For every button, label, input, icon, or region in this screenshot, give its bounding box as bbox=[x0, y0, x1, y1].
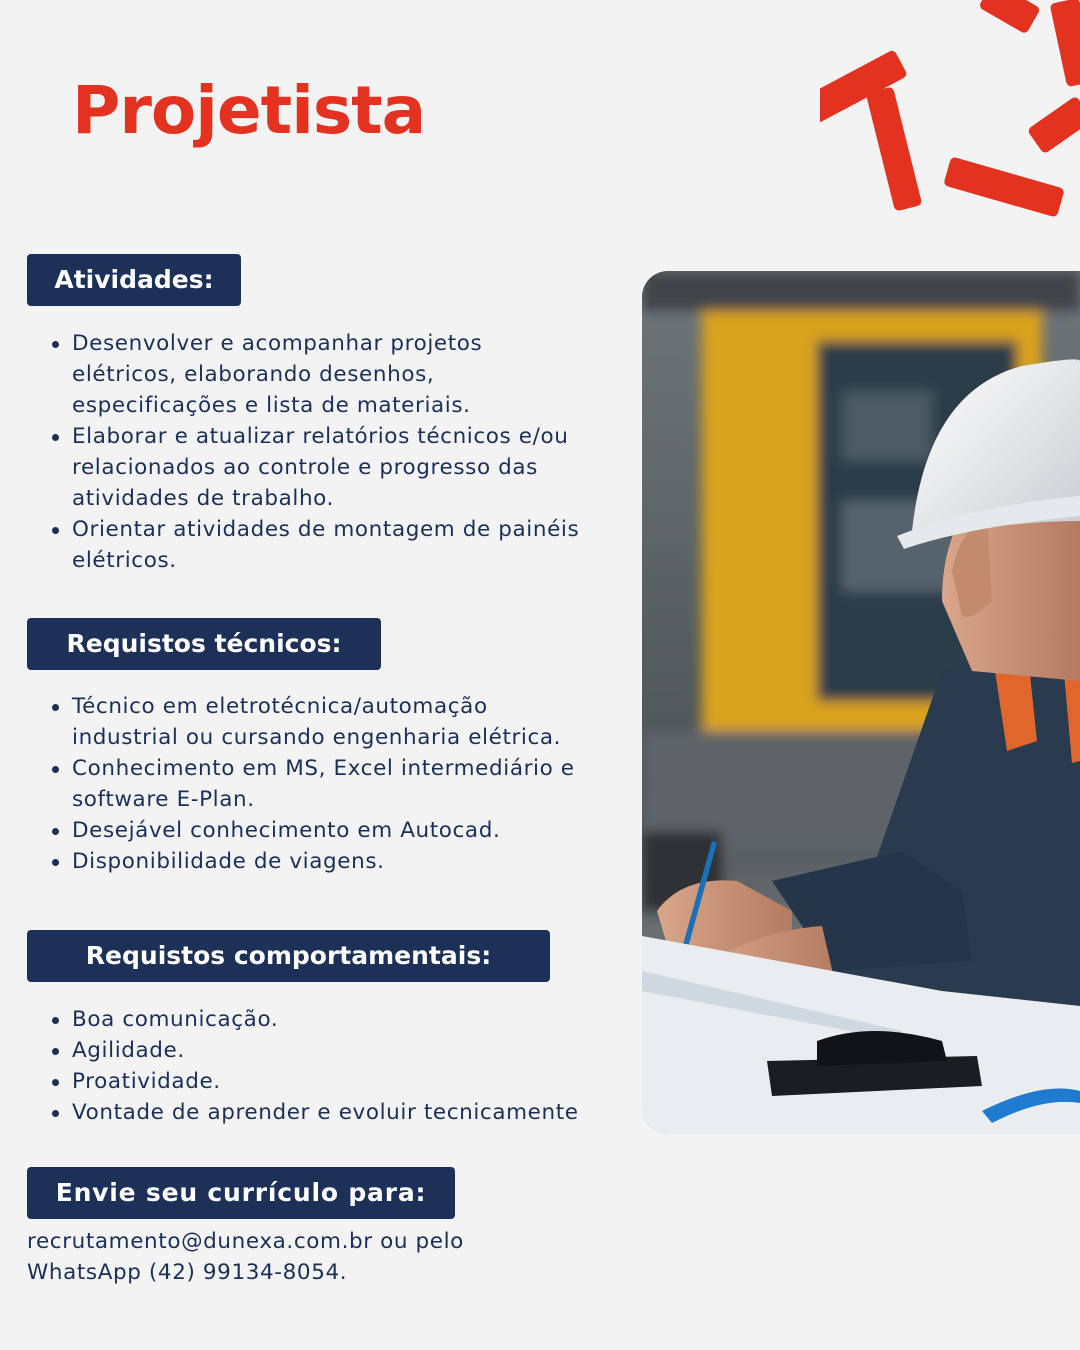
list-item: Desenvolver e acompanhar projetos elétricos, elaborando desenhos, especificações e lista de materiais. bbox=[44, 328, 579, 421]
list-item: Vontade de aprender e evoluir tecnicamente bbox=[44, 1097, 579, 1128]
list-item: Proatividade. bbox=[44, 1066, 579, 1097]
contact-info bbox=[27, 1226, 464, 1288]
list-item: Conhecimento em MS, Excel intermediário e software E-Plan. bbox=[44, 753, 575, 815]
list-item: Elaborar e atualizar relatórios técnicos e/ou relacionados ao controle e progresso das atividades de trabalho. bbox=[44, 421, 579, 514]
list-item: Técnico em eletrotécnica/automação industrial ou cursando engenharia elétrica. bbox=[44, 691, 575, 753]
page-title: Projetista bbox=[72, 72, 426, 149]
list-item: Boa comunicação. bbox=[44, 1004, 579, 1035]
engineer-photo bbox=[642, 271, 1080, 1134]
red-bracket-star-logo-icon bbox=[820, 0, 1080, 235]
list-item: Agilidade. bbox=[44, 1035, 579, 1066]
activities-list bbox=[44, 328, 579, 576]
technical-requirements-list bbox=[44, 691, 575, 877]
contact-email-line: recrutamento@dunexa.com.br ou pelo bbox=[27, 1229, 464, 1254]
activities-heading: Atividades: bbox=[27, 254, 241, 306]
behavioral-requirements-list bbox=[44, 1004, 579, 1128]
list-item: Disponibilidade de viagens. bbox=[44, 846, 575, 877]
behavioral-requirements-heading: Requistos comportamentais: bbox=[27, 930, 550, 982]
technical-requirements-heading: Requistos técnicos: bbox=[27, 618, 381, 670]
engineer-illustration bbox=[642, 271, 1080, 1134]
list-item: Orientar atividades de montagem de painéis elétricos. bbox=[44, 514, 579, 576]
apply-heading: Envie seu currículo para: bbox=[27, 1167, 455, 1219]
contact-whatsapp-line: WhatsApp (42) 99134-8054. bbox=[27, 1260, 348, 1285]
list-item: Desejável conhecimento em Autocad. bbox=[44, 815, 575, 846]
